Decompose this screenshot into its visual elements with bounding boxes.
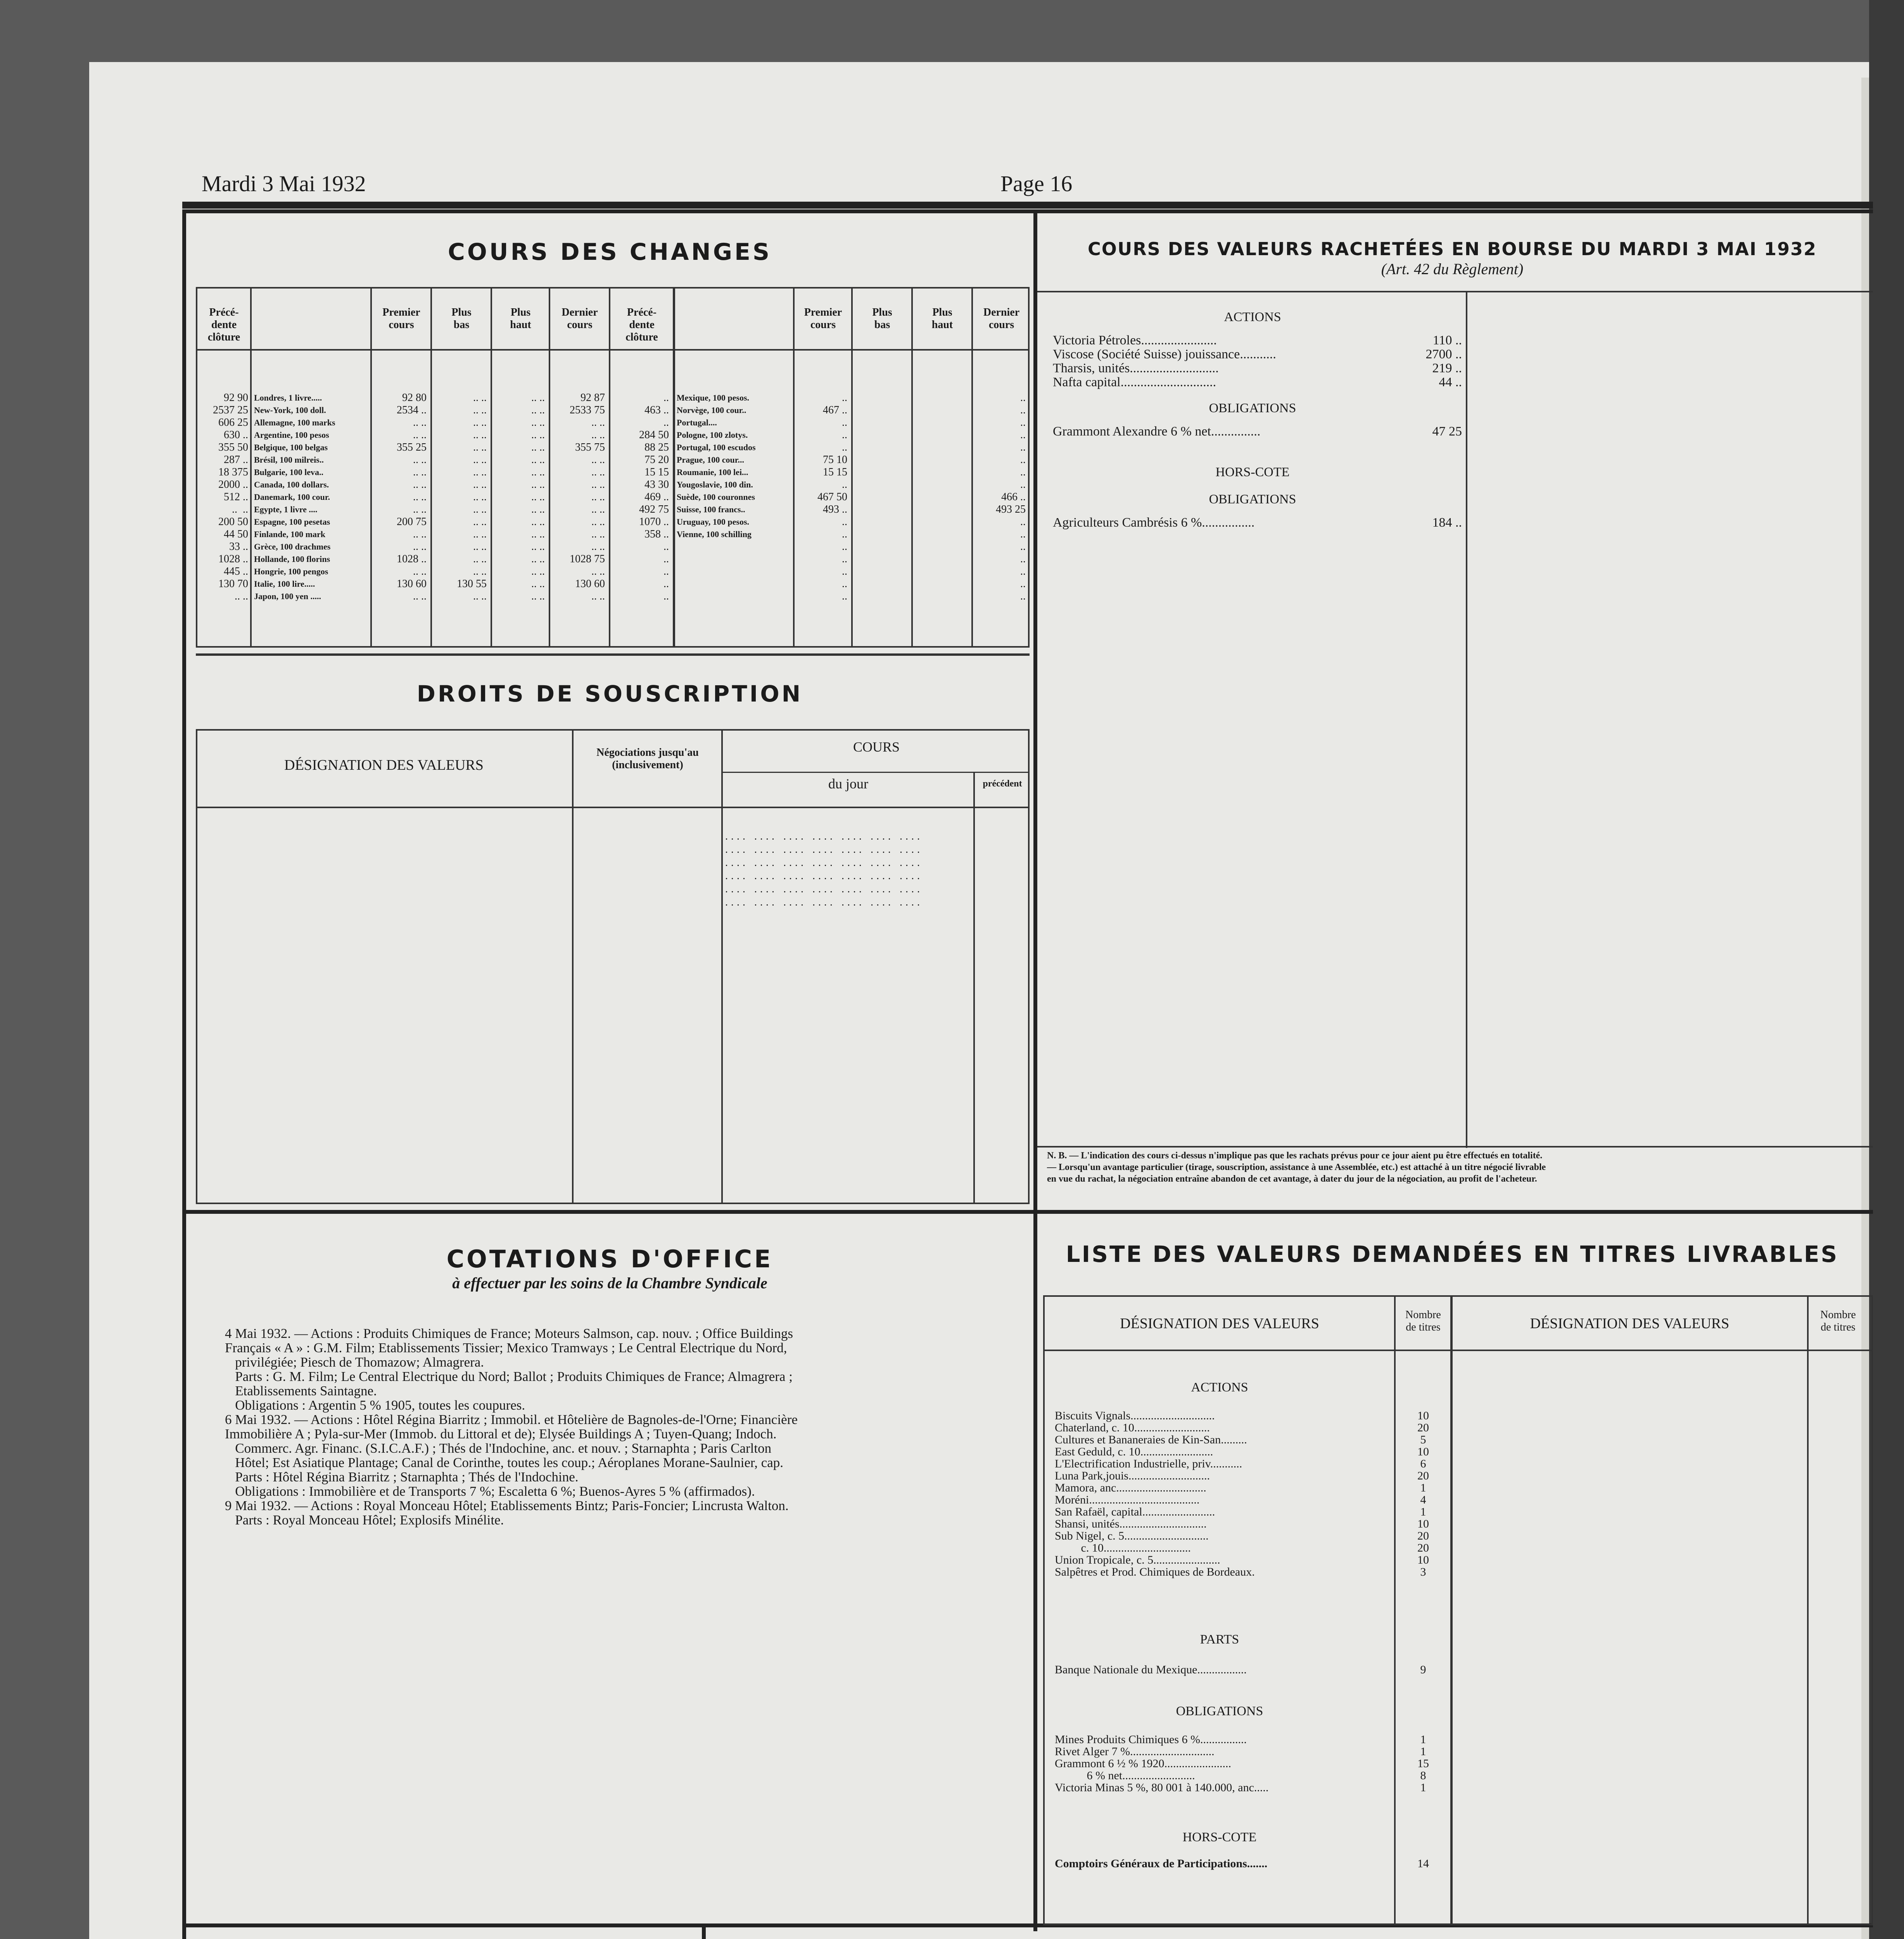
souscription-table [196,729,1030,1204]
column-divider-top [1033,209,1037,1931]
souscription-title: DROITS DE SOUSCRIPTION [416,681,803,707]
cotations-subtitle: à effectuer par les soins de la Chambre Syndicale [452,1274,767,1292]
rachetees-oblig-heading: OBLIGATIONS [1209,401,1296,415]
livrables-parts-values: 9 [1420,1663,1426,1676]
changes-h-last2: Dernier cours [983,306,1020,331]
livrables-hc-values: 14 [1417,1857,1429,1870]
cotations-title: COTATIONS D'OFFICE [446,1245,773,1273]
changes-left-low: .. .. .. .. .. .. .. .. .. .. .. .. .. .. .. .. .. .. .. .. .. .. .. .. .. .. .. .. .. .. 130 55 .. .. [457,392,487,602]
souscription-h-designation: DÉSIGNATION DES VALEURS [284,757,484,773]
rachetees-oblig-list: Grammont Alexandre 6 % net............... [1053,424,1261,439]
livrables-oblig-values: 1 1 15 8 1 [1417,1733,1429,1794]
changes-header-rule [196,349,1030,351]
livrables-actions-heading: ACTIONS [1191,1380,1248,1395]
souscription-h-jour: du jour [828,776,868,791]
livrables-h-nombre2: Nombre de titres [1820,1309,1856,1333]
changes-left-first: 92 80 2534 .. .. .. .. .. 355 25 .. .. .. .. .. .. .. .. .. .. 200 75 .. .. .. .. 1028 .. .. .. 130 60 .. .. [397,392,427,602]
livrables-actions-values: 10 20 5 10 6 20 1 4 1 10 20 20 10 3 [1417,1409,1429,1578]
changes-title: COURS DES CHANGES [447,238,772,266]
changes-h-last: Dernier cours [562,306,598,331]
changes-h-first: Premier cours [382,306,420,331]
changes-left-last: 92 87 2533 75 .. .. .. .. 355 75 .. .. .. .. .. .. .. .. .. .. .. .. .. .. .. .. 1028 75 .. .. 130 60 .. .. [570,392,605,602]
page-number: Page 16 [1000,171,1073,196]
binding-shadow [1869,0,1904,1939]
changes-right-names: Mexique, 100 pesos. Norvège, 100 cour.. Portugal.... Pologne, 100 zlotys. Portugal, 100 escudos Prague, 100 cour... Roumanie, 100 lei... Yougoslavie, 100 din. Suède, 100 couronnes Suisse, 100 francs.. Uruguay, 100 pesos. Vienne, 100 schilling [677,393,756,539]
rachetees-hc-values: 184 .. [1432,515,1462,530]
livrables-title: LISTE DES VALEURS DEMANDÉES EN TITRES LIVRABLES [1066,1241,1839,1267]
livrables-actions-list: Biscuits Vignals............................. Chaterland, c. 10.......................... Cultures et Bananeraies de Kin-San......... East Geduld, c. 10......................... L'Electrification Industrielle, priv........... Luna Park,jouis............................ Mamora, anc............................... Moréni...................................... San Rafaël, capital......................... Shansi, unités.............................. Sub Nigel, c. 5............................. c. 10.............................. Union Tropicale, c. 5....................... Salpêtres et Prod. Chimiques de Bordeaux. [1055,1409,1255,1578]
souscription-placeholder-values: .... .... .... .... .... .... .... .... .... .... .... .... .... .... .... .... .... .... .... .... .... .... .... .... .... .... .... .... .... .... .... .... .... .... .... .... .... .... .... .... .... .... [725,830,923,908]
rachetees-actions-values: 110 .. 2700 .. 219 .. 44 .. [1425,333,1462,389]
changes-h-high: Plus haut [510,306,531,331]
livrables-oblig-heading: OBLIGATIONS [1176,1704,1263,1718]
livrables-parts-heading: PARTS [1200,1632,1239,1647]
changes-right-prev: .. 463 .. .. 284 50 88 25 75 20 15 15 43 30 469 .. 492 75 1070 .. 358 .. .. .. .. .. .. [639,392,669,602]
souscription-h-prec: précédent [983,779,1022,789]
livrables-h-nombre: Nombre de titres [1405,1309,1441,1333]
rachetees-hc-oblig-heading: OBLIGATIONS [1209,492,1296,506]
section-divider-1 [186,1210,1873,1214]
livrables-hc-list: Comptoirs Généraux de Participations....... [1055,1857,1268,1870]
changes-h-high2: Plus haut [931,306,953,331]
page-date: Mardi 3 Mai 1932 [202,171,366,196]
column-divider-bottom [702,1927,706,1939]
souscription-h-cours: COURS [853,739,900,755]
changes-h-prev: Précé- dente clôture [207,306,240,343]
livrables-oblig-list: Mines Produits Chimiques 6 %................ Rivet Alger 7 %............................. Grammont 6 ½ % 1920....................... 6 % net......................... Victoria Minas 5 %, 80 001 à 140.000, anc..... [1055,1733,1269,1794]
rachetees-hc-heading: HORS-COTE [1215,465,1290,479]
changes-left-names: Londres, 1 livre..... New-York, 100 doll. Allemagne, 100 marks Argentine, 100 pesos Belgique, 100 belgas Brésil, 100 milreis.. Bulgarie, 100 leva.. Canada, 100 dollars. Danemark, 100 cour. Egypte, 1 livre .... Espagne, 100 pesetas Finlande, 100 mark Grèce, 100 drachmes Hollande, 100 florins Hongrie, 100 pengos Italie, 100 lire..... Japon, 100 yen ..... [254,393,335,601]
changes-h-low2: Plus bas [872,306,892,331]
changes-right-last: .. .. .. .. .. .. .. .. 466 .. 493 25 .. .. .. .. .. .. .. [996,392,1026,602]
top-rule [182,202,1873,209]
changes-right-first: .. 467 .. .. .. .. 75 10 15 15 .. 467 50 493 .. .. .. .. .. .. .. .. [817,392,847,602]
changes-h-prev2: Précé- dente clôture [625,306,658,343]
livrables-hc-heading: HORS-COTE [1182,1830,1257,1844]
rachetees-actions-heading: ACTIONS [1224,310,1281,324]
rachetees-hc-list: Agriculteurs Cambrésis 6 %................ [1053,515,1255,530]
cotations-body: 4 Mai 1932. — Actions : Produits Chimiques de France; Moteurs Salmson, cap. nouv. ; Office Buildings Français « A » : G.M. Film; Etablissements Tissier; Mexico Tramways ; Le Central Electrique du Nord, privilégiée; Piesch de Thomazow; Almagrera. Parts : G. M. Film; Le Central Electrique du Nord; Ballot ; Produits Chimiques de France; Almagrera ; Etablissements Saintagne. Obligations : Argentin 5 % 1905, toutes les coupures. 6 Mai 1932. — Actions : Hôtel Régina Biarritz ; Immobil. et Hôtelière de Bagnoles-de-l'Orne; Financière Immobilière A ; Pyla-sur-Mer (Immob. du Littoral et de); Elysée Buildings A ; Tuyen-Quang; Indoch. Commerc. Agr. Financ. (S.I.C.A.F.) ; Thés de l'Indochine, anc. et nouv. ; Starnaphta ; Paris Carlton Hôtel; Est Asiatique Plantage; Canal de Corinthe, toutes les coup.; Aéroplanes Morane-Saulnier, cap. Parts : Hôtel Régina Biarritz ; Starnaphta ; Thés de l'Indochine. Obligations : Immobilière et de Transports 7 %; Escaletta 6 %; Buenos-Ayres 5 % (affirmados). 9 Mai 1932. — Actions : Royal Monceau Hôtel; Etablissements Bintz; Paris-Foncier; Lincrusta Walton. Parts : Royal Monceau Hôtel; Explosifs Minélite. [225,1326,798,1528]
rachetees-actions-list: Victoria Pétroles....................... Viscose (Société Suisse) jouissance........... Tharsis, unités........................... Nafta capital............................. [1053,333,1276,389]
changes-h-low: Plus bas [451,306,472,331]
rachetees-subtitle: (Art. 42 du Règlement) [1381,260,1524,278]
changes-left-high: .. .. .. .. .. .. .. .. .. .. .. .. .. .. .. .. .. .. .. .. .. .. .. .. .. .. .. .. .. .. .. .. .. .. [531,392,545,602]
changes-h-first2: Premier cours [804,306,842,331]
souscription-h-nego: Négociations jusqu'au (inclusivement) [596,747,699,771]
rachetees-oblig-values: 47 25 [1432,424,1462,439]
changes-left-prev: 92 90 2537 25 606 25 630 .. 355 50 287 .. 18 375 2000 .. 512 .. .. .. 200 50 44 50 33 .. 1028 .. 445 .. 130 70 .. .. [213,392,248,602]
livrables-parts-list: Banque Nationale du Mexique................. [1055,1663,1247,1676]
rachetees-nb-note: N. B. — L'indication des cours ci-dessus n'implique pas que les rachats prévus pour ce jour aient pu être effectués en totalité. — Lorsqu'un avantage particulier (tirage, souscription, assistance à une Assemblée, etc.) est attaché à un titre négocié livrable en vue du rachat, la négociation entraîne abandon de cet avantage, à dater du jour de la négociation, au profit de l'acheteur. [1047,1151,1546,1184]
livrables-h-designation: DÉSIGNATION DES VALEURS [1120,1315,1319,1332]
rachetees-title: COURS DES VALEURS RACHETÉES EN BOURSE DU MARDI 3 MAI 1932 [1088,238,1817,259]
livrables-h-designation2: DÉSIGNATION DES VALEURS [1530,1315,1729,1332]
